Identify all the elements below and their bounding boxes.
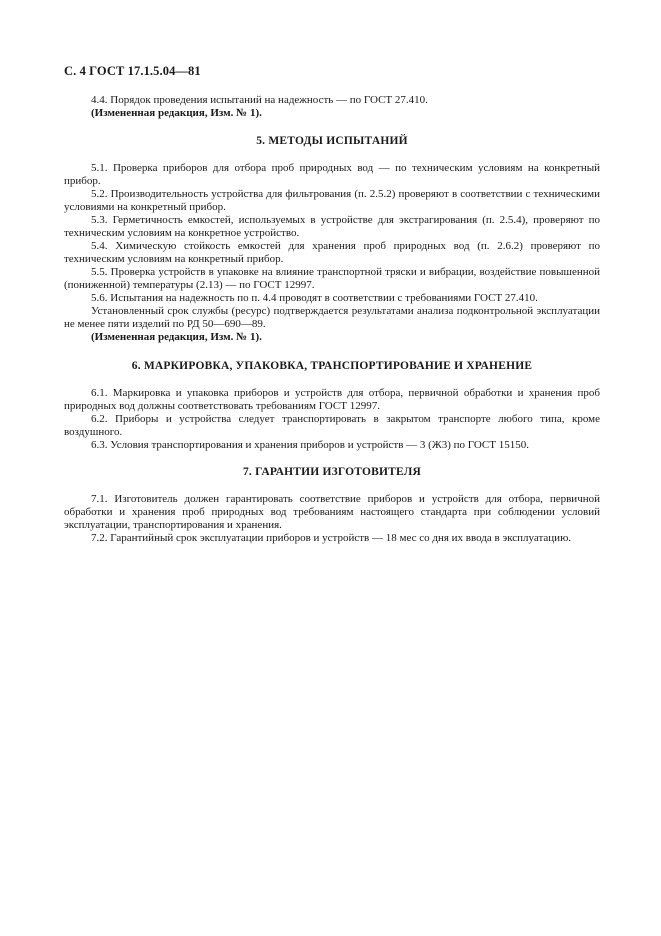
clause-5-3: 5.3. Герметичность емкостей, используемых в устройстве для экстрагирования (п. 2.5.4), проверяют по техническим условиям на конкретное устройство.: [64, 214, 600, 239]
clause-5-1: 5.1. Проверка приборов для отбора проб природных вод — по техническим условиям на конкретный прибор.: [64, 162, 600, 187]
clause-5-4: 5.4. Химическую стойкость емкостей для хранения проб природных вод (п. 2.6.2) проверяют по техническим условиям на конкретный прибор.: [64, 240, 600, 265]
clause-7-2: 7.2. Гарантийный срок эксплуатации приборов и устройств — 18 мес со дня их ввода в эксплуатацию.: [91, 532, 572, 544]
section-6-heading: 6. МАРКИРОВКА, УПАКОВКА, ТРАНСПОРТИРОВАНИЕ И ХРАНЕНИЕ: [131, 360, 533, 372]
section-5-heading: 5. МЕТОДЫ ИСПЫТАНИЙ: [256, 135, 408, 147]
clause-4-4: 4.4. Порядок проведения испытаний на надежность — по ГОСТ 27.410.: [91, 94, 428, 106]
clause-5-6-service-life: Установленный срок службы (ресурс) подтверждается результатами анализа подконтрольной эксплуатации не менее пяти изделий по РД 50—690—89.: [64, 305, 600, 330]
clause-7-1: 7.1. Изготовитель должен гарантировать соответствие приборов и устройств для отбора, первичной обработки и хранения проб природных вод требованиям настоящего стандарта при соблюдении условий эксплуатации, транспортирования и хранения.: [64, 493, 600, 531]
document-body: [64, 94, 600, 545]
page-header: С. 4 ГОСТ 17.1.5.04—81: [64, 64, 201, 78]
section-7-heading: 7. ГАРАНТИИ ИЗГОТОВИТЕЛЯ: [242, 466, 422, 478]
clause-6-1: 6.1. Маркировка и упаковка приборов и устройств для отбора, первичной обработки и хранения проб природных вод должны соответствовать требованиям ГОСТ 12997.: [64, 387, 600, 412]
clause-5-6: 5.6. Испытания на надежность по п. 4.4 проводят в соответствии с требованиями ГОСТ 27.410.: [91, 292, 538, 304]
amendment-note: (Измененная редакция, Изм. № 1).: [91, 107, 262, 119]
clause-6-3: 6.3. Условия транспортирования и хранения приборов и устройств — 3 (Ж3) по ГОСТ 15150.: [91, 439, 529, 451]
clause-6-2: 6.2. Приборы и устройства следует транспортировать в закрытом транспорте любого типа, кроме воздушного.: [64, 413, 600, 438]
clause-5-2: 5.2. Производительность устройства для фильтрования (п. 2.5.2) проверяют в соответствии с техническими условиями на конкретный прибор.: [64, 188, 600, 213]
amendment-note: (Измененная редакция, Изм. № 1).: [91, 331, 262, 343]
clause-5-5: 5.5. Проверка устройств в упаковке на влияние транспортной тряски и вибрации, воздействие повышенной (пониженной) температуры (2.13) — по ГОСТ 12997.: [64, 266, 600, 291]
